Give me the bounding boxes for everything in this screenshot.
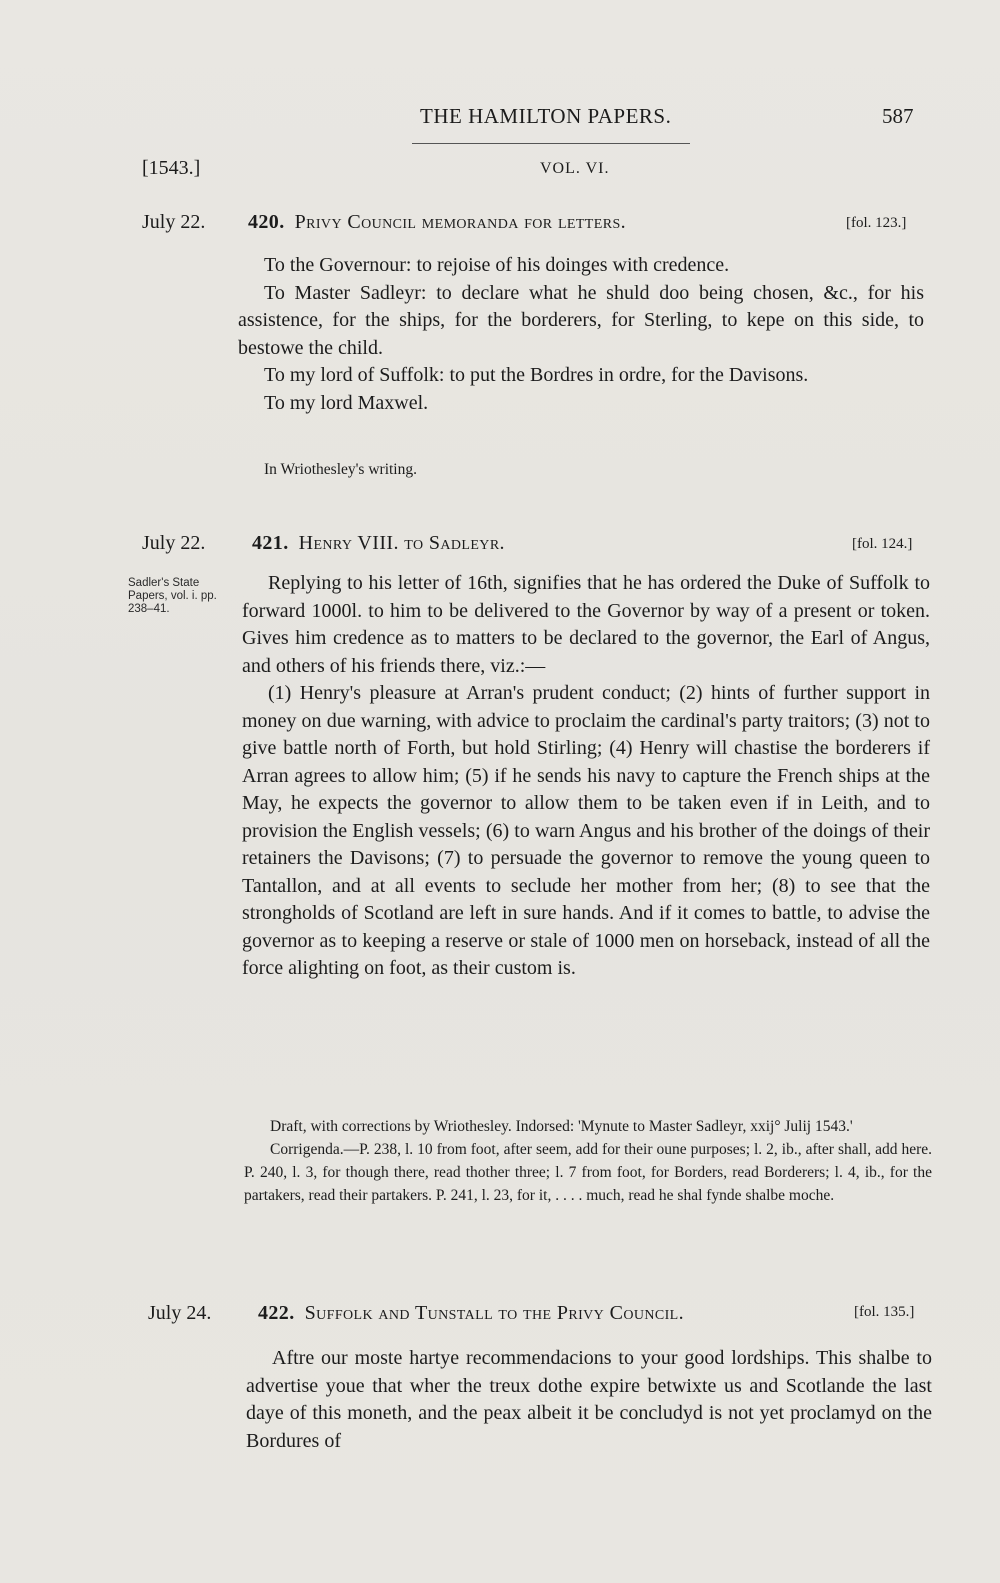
paragraph: To my lord of Suffolk: to put the Bordres in ordre, for the Davisons. — [264, 364, 809, 386]
paragraph: To the Governour: to rejoise of his doinges with credence. — [264, 254, 730, 276]
entry-date: July 24. — [148, 1302, 212, 1324]
margin-sidenote: Sadler's State Papers, vol. i. pp. 238–41. — [128, 577, 217, 615]
paragraph: Replying to his letter of 16th, signifies that he has ordered the Duke of Suffolk to forward 1000l. to him to be delivered to the Governor by way of a present or token. Gives him credence as to matters to be declared to the governor, the Earl of Angus, and others of his friends there, viz.:— — [242, 572, 930, 677]
entry-heading — [248, 211, 626, 234]
entry-title: Henry VIII. to Sadleyr. — [298, 532, 505, 554]
paragraph: (1) Henry's pleasure at Arran's prudent conduct; (2) hints of further support in money on due warning, with advice to proclaim the cardinal's party traitors; (3) not to give battle north of Forth, but hold Stirling; (4) Henry will chastise the borderers if Arran agrees to allow him; (5) if he sends his navy to capture the French ships at the May, he expects the governor to allow them to be taken even if in Leith, and to provision the English vessels; (6) to warn Angus and his brother of the doings of their retainers the Davisons; (7) to persuade the governor to remove the young queen to Tantallon, and at all events to seclude her mother from her; (8) to see that the strongholds of Scotland are left in sure hands. And if it comes to battle, to advise the governor as to keeping a reserve or stale of 1000 men on horseback, instead of all the force alighting on foot, as their custom is. — [242, 682, 930, 979]
entry-body — [246, 1345, 932, 1455]
entry-note: In Wriothesley's writing. — [264, 461, 417, 478]
entry-date: July 22. — [142, 532, 206, 554]
entry-number: 422. — [258, 1302, 295, 1324]
header-volume: VOL. VI. — [540, 160, 610, 177]
folio-reference: [fol. 124.] — [852, 536, 913, 552]
entry-title: Privy Council memoranda for letters. — [294, 211, 627, 233]
header-rule — [412, 143, 690, 144]
entry-body — [242, 570, 930, 983]
paragraph: To my lord Maxwel. — [264, 391, 429, 414]
entry-number: 421. — [252, 532, 289, 554]
paragraph: Aftre our moste hartye recommendacions to your good lordships. This shalbe to advertise youe that wher the treux dothe expire betwixte us and Scotlande the last daye of this moneth, and the peax albeit it be concludyd is not yet proclamyd on the Bordures of — [246, 1347, 932, 1452]
entry-date: July 22. — [142, 211, 206, 233]
page-number: 587 — [882, 104, 914, 128]
corrigenda-note: Corrigenda.—P. 238, l. 10 from foot, after seem, add for their oune purposes; l. 2, ib., after shall, add here. P. 240, l. 3, for though there, read thother three; l. 7 from foot, for Borders, read Borderers; l. 4, ib., for the partakers, read their partakers. P. 241, l. 23, for it, . . . . much, read he shal fynde shalbe moche. — [244, 1141, 932, 1204]
entry-heading — [258, 1302, 684, 1325]
entry-notes — [244, 1115, 932, 1207]
paragraph: To Master Sadleyr: to declare what he shuld doo being chosen, &c., for his assistence, for the ships, for the borderers, for Sterling, to kepe on this side, to bestowe the child. — [238, 281, 924, 359]
folio-reference: [fol. 123.] — [846, 215, 907, 231]
entry-body — [238, 252, 924, 417]
header-year: [1543.] — [142, 157, 201, 179]
draft-note: Draft, with corrections by Wriothesley. Indorsed: 'Mynute to Master Sadleyr, xxij° Julij 1543.' — [270, 1118, 853, 1135]
folio-reference: [fol. 135.] — [854, 1304, 915, 1320]
running-title: THE HAMILTON PAPERS. — [420, 104, 672, 128]
entry-number: 420. — [248, 211, 285, 233]
entry-heading — [252, 532, 505, 555]
entry-title: Suffolk and Tunstall to the Privy Council. — [304, 1302, 685, 1324]
